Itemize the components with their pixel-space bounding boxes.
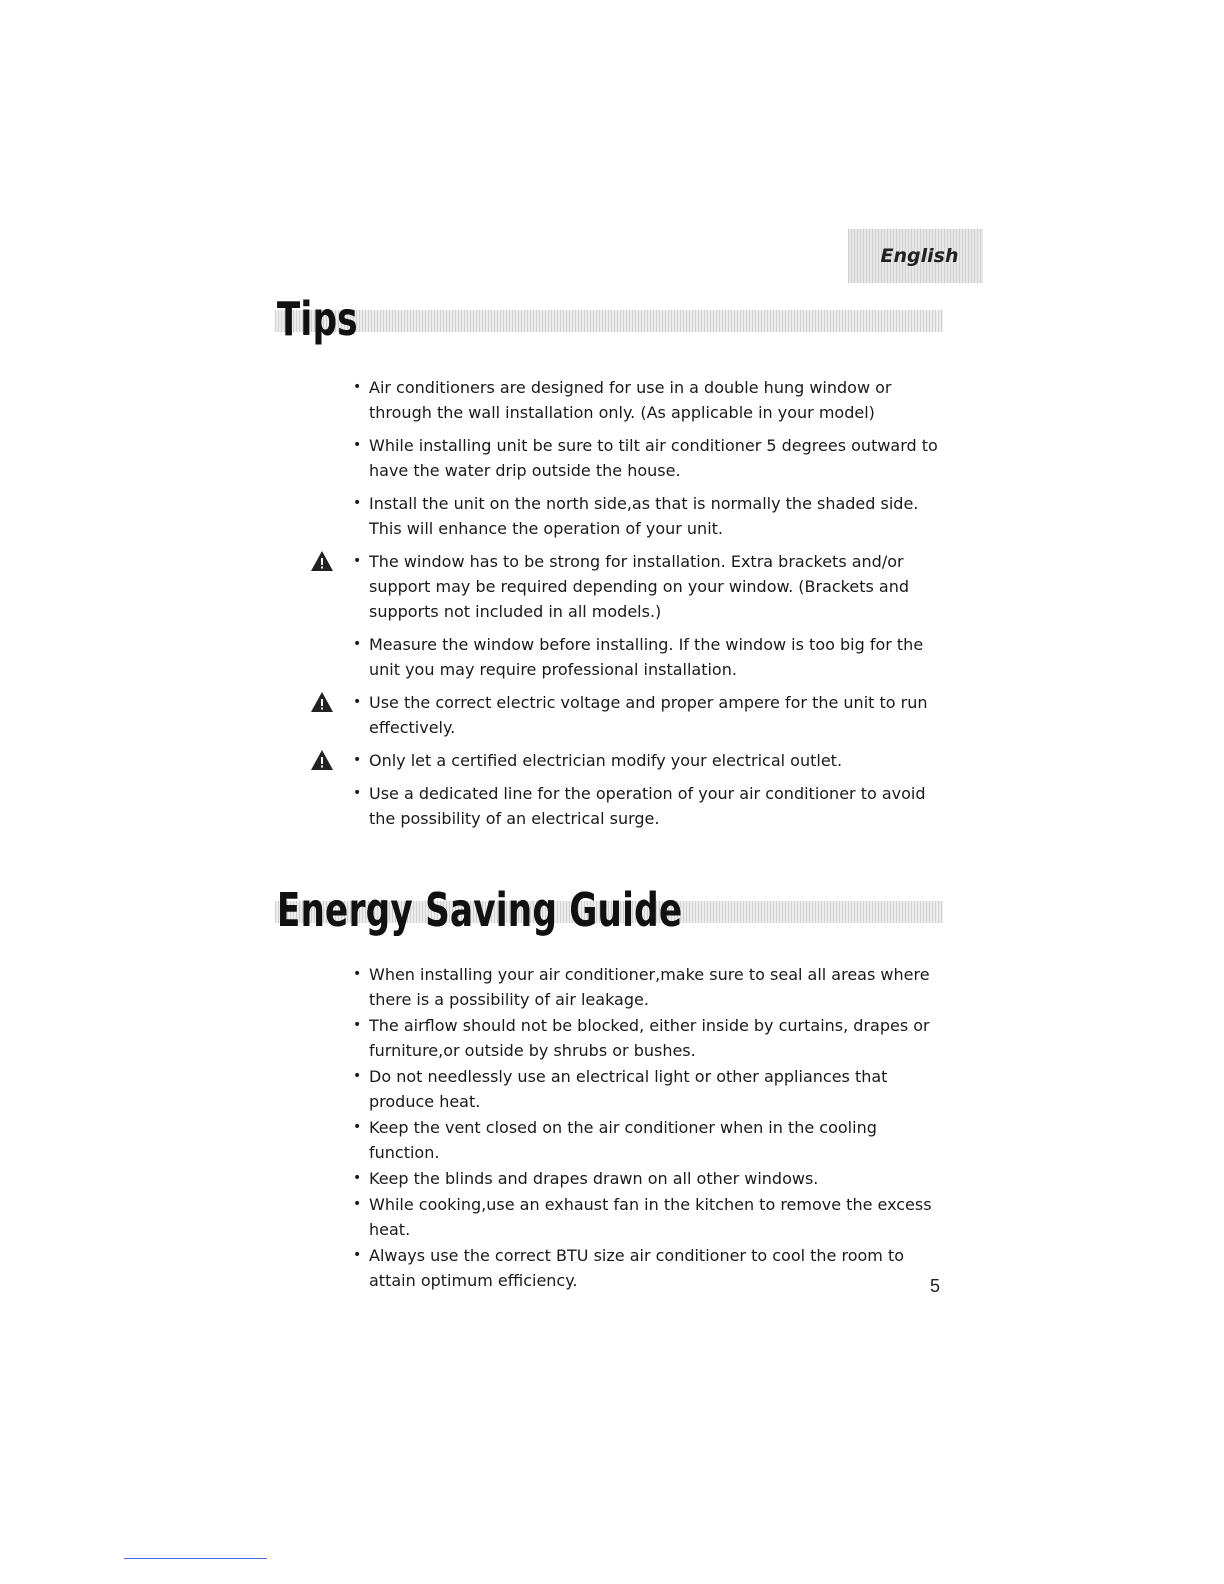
- list-item: [350, 1064, 950, 1114]
- list-item-text: The window has to be strong for installation. Extra brackets and/or support may be required depending on your window. (Brackets and supports not included in all models.): [369, 552, 910, 621]
- tips-section-header: [275, 292, 943, 348]
- list-item-text: Keep the vent closed on the air conditioner when in the cooling function.: [369, 1118, 877, 1162]
- bullet-icon: •: [353, 1017, 362, 1033]
- bullet-icon: •: [353, 437, 362, 453]
- list-item-text: Use the correct electric voltage and proper ampere for the unit to run effectively.: [369, 693, 928, 737]
- list-item: [350, 375, 950, 425]
- warning-triangle-icon: [310, 749, 334, 771]
- tips-section-title: Tips: [277, 292, 358, 346]
- list-item-text: Use a dedicated line for the operation of your air conditioner to avoid the possibility of an electrical surge.: [369, 784, 926, 828]
- bullet-icon: •: [353, 553, 362, 569]
- list-item-text: While installing unit be sure to tilt air conditioner 5 degrees outward to have the water drip outside the house.: [369, 436, 938, 480]
- bullet-icon: •: [353, 636, 362, 652]
- list-item-text: Do not needlessly use an electrical light or other appliances that produce heat.: [369, 1067, 888, 1111]
- list-item: [350, 1243, 950, 1293]
- list-item: [350, 781, 950, 831]
- list-item-text: Keep the blinds and drapes drawn on all other windows.: [369, 1169, 819, 1188]
- footer-link-underline: [124, 1558, 267, 1559]
- energy-section-title: Energy Saving Guide: [277, 883, 683, 937]
- language-tab: [848, 229, 983, 283]
- bullet-icon: •: [353, 966, 362, 982]
- list-item-text: Measure the window before installing. If the window is too big for the unit you may require professional installation.: [369, 635, 924, 679]
- energy-section-header: [275, 883, 943, 939]
- energy-list: [350, 962, 950, 1294]
- list-item-text: The airflow should not be blocked, either inside by curtains, drapes or furniture,or outside by shrubs or bushes.: [369, 1016, 930, 1060]
- tips-list: [350, 375, 950, 839]
- list-item: [350, 1166, 950, 1191]
- list-item-text: Air conditioners are designed for use in a double hung window or through the wall installation only. (As applicable in your model): [369, 378, 892, 422]
- list-item: [350, 632, 950, 682]
- list-item-text: While cooking,use an exhaust fan in the kitchen to remove the excess heat.: [369, 1195, 932, 1239]
- bullet-icon: •: [353, 785, 362, 801]
- list-item: [350, 1115, 950, 1165]
- warning-triangle-icon: [310, 691, 334, 713]
- bullet-icon: •: [353, 1170, 362, 1186]
- page-number: 5: [930, 1276, 941, 1296]
- list-item-text: Install the unit on the north side,as that is normally the shaded side. This will enhance the operation of your unit.: [369, 494, 919, 538]
- bullet-icon: •: [353, 752, 362, 768]
- list-item: [350, 962, 950, 1012]
- list-item: [350, 748, 950, 773]
- bullet-icon: •: [353, 1247, 362, 1263]
- bullet-icon: •: [353, 495, 362, 511]
- list-item-text: Only let a certified electrician modify your electrical outlet.: [369, 751, 843, 770]
- warning-triangle-icon: [310, 550, 334, 572]
- bullet-icon: •: [353, 1068, 362, 1084]
- section-header-bar: [275, 310, 943, 332]
- list-item: [350, 1013, 950, 1063]
- bullet-icon: •: [353, 694, 362, 710]
- bullet-icon: •: [353, 1196, 362, 1212]
- list-item-text: Always use the correct BTU size air conditioner to cool the room to attain optimum efficiency.: [369, 1246, 905, 1290]
- list-item: [350, 1192, 950, 1242]
- language-tab-label: English: [880, 245, 959, 267]
- list-item: [350, 491, 950, 541]
- list-item: [350, 549, 950, 624]
- list-item: [350, 690, 950, 740]
- bullet-icon: •: [353, 379, 362, 395]
- list-item: [350, 433, 950, 483]
- bullet-icon: •: [353, 1119, 362, 1135]
- list-item-text: When installing your air conditioner,make sure to seal all areas where there is a possibility of air leakage.: [369, 965, 930, 1009]
